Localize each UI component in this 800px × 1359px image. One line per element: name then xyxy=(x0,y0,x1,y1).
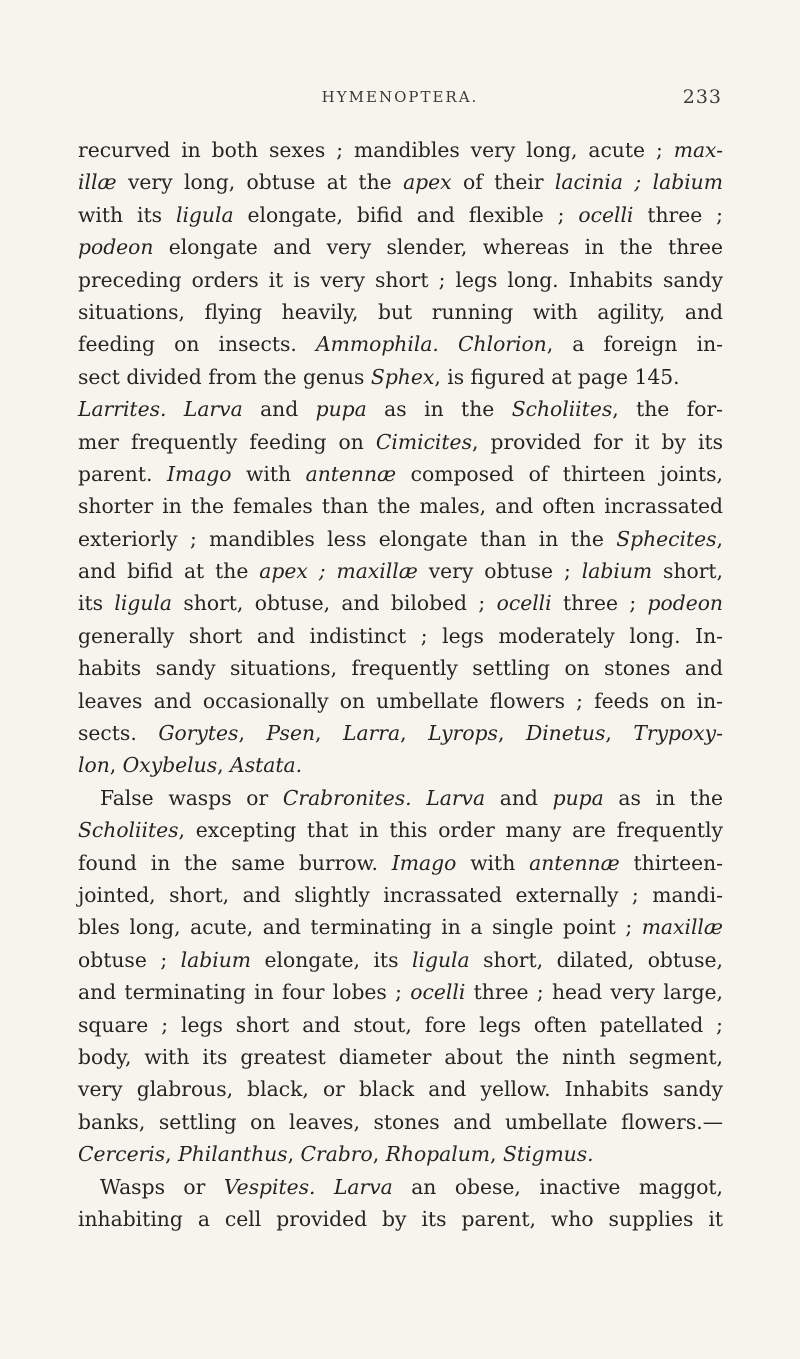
text-run: jointed, short, and slightly incrassated externally ; mandi- xyxy=(78,882,723,907)
text-run: sect divided from the genus xyxy=(78,364,371,389)
text-run: , xyxy=(287,1142,301,1167)
text-line xyxy=(78,523,723,555)
italic-term: ocelli xyxy=(496,591,552,616)
text-run: leaves and occasionally on umbellate flowers ; feeds on in- xyxy=(78,688,723,713)
italic-term: Cimicites xyxy=(375,429,472,454)
text-run: , xyxy=(490,1142,503,1167)
italic-term: maxillæ xyxy=(641,915,723,940)
text-run: , a foreign in- xyxy=(546,332,723,357)
italic-term: Lyrops xyxy=(428,721,498,746)
italic-term: Crabronites. Larva xyxy=(282,785,486,810)
text-line xyxy=(78,1041,723,1073)
text-line xyxy=(78,944,723,976)
text-run: of their xyxy=(451,170,555,195)
text-run: , xyxy=(165,1142,179,1167)
text-line xyxy=(78,782,723,814)
text-run: Wasps or xyxy=(100,1174,224,1199)
italic-term: Vespites. Larva xyxy=(223,1174,393,1199)
italic-term: Trypoxy- xyxy=(633,721,723,746)
italic-term: Cerceris xyxy=(78,1142,166,1167)
italic-term: lacinia ; labium xyxy=(554,170,723,195)
text-line xyxy=(78,328,723,360)
text-line xyxy=(78,1106,723,1138)
text-run: , xyxy=(238,721,267,746)
italic-term: Rhopalum xyxy=(385,1142,491,1167)
italic-term: Philanthus xyxy=(178,1142,288,1167)
italic-term: ligula xyxy=(114,591,173,616)
text-run: , xyxy=(605,721,634,746)
italic-term: pupa xyxy=(315,397,367,422)
text-run: very glabrous, black, or black and yellow. Inhabits sandy xyxy=(78,1077,723,1102)
italic-term: podeon xyxy=(647,591,723,616)
italic-term: Dinetus xyxy=(525,721,606,746)
italic-term: Larra xyxy=(343,721,401,746)
italic-term: antennæ xyxy=(305,461,397,486)
text-line xyxy=(78,717,723,749)
italic-term: labium xyxy=(581,559,653,584)
italic-term: max- xyxy=(673,138,723,162)
text-run: with xyxy=(231,461,306,486)
text-run: and xyxy=(485,785,553,810)
italic-term: podeon xyxy=(78,235,154,260)
italic-term: Crabro xyxy=(300,1142,373,1167)
page-number: 233 xyxy=(682,86,722,108)
text-run: recurved in both sexes ; mandibles very long, acute ; xyxy=(78,138,674,162)
italic-term: Ammophila. Chlorion xyxy=(316,332,547,357)
text-line xyxy=(78,458,723,490)
text-line xyxy=(78,1203,723,1235)
text-run: found in the same burrow. xyxy=(78,850,392,875)
italic-term: apex ; maxillæ xyxy=(259,559,418,584)
italic-term: illæ xyxy=(78,170,117,195)
italic-term: Larrites. Larva xyxy=(78,397,243,422)
italic-term: lon xyxy=(78,753,110,778)
text-run: mer frequently feeding on xyxy=(78,429,376,454)
text-run: its xyxy=(78,591,115,616)
text-line xyxy=(78,749,723,781)
text-run: elongate, its xyxy=(251,947,412,972)
text-run: as in the xyxy=(366,397,512,422)
text-run: three ; xyxy=(551,591,648,616)
text-line xyxy=(78,620,723,652)
text-line xyxy=(78,652,723,684)
text-line xyxy=(78,911,723,943)
italic-term: labium xyxy=(180,947,251,972)
italic-term: Gorytes xyxy=(158,721,239,746)
text-line xyxy=(78,1073,723,1105)
text-run: banks, settling on leaves, stones and umbellate flowers.— xyxy=(78,1109,723,1134)
text-run: and bifid at the xyxy=(78,559,260,584)
italic-term: pupa xyxy=(552,785,604,810)
text-line xyxy=(78,847,723,879)
text-run: , provided for it by its xyxy=(471,429,724,454)
italic-term: apex xyxy=(403,170,452,195)
text-line xyxy=(78,976,723,1008)
italic-term: Sphex xyxy=(370,364,435,389)
text-run: , xyxy=(497,721,526,746)
text-run: inhabiting a cell provided by its parent, who supplies it xyxy=(78,1206,723,1231)
text-run: generally short and indistinct ; legs moderately long. In- xyxy=(78,623,723,648)
text-line xyxy=(78,134,723,166)
body-text xyxy=(78,134,723,1235)
text-line xyxy=(78,685,723,717)
text-run: situations, flying heavily, but running with agility, and xyxy=(78,299,723,324)
text-line xyxy=(78,587,723,619)
text-run: square ; legs short and stout, fore legs often patellated ; xyxy=(78,1012,723,1037)
italic-term: Sphecites xyxy=(616,526,717,551)
text-line xyxy=(78,490,723,522)
text-line xyxy=(78,393,723,425)
italic-term: Scholiites xyxy=(511,397,613,422)
text-line xyxy=(78,296,723,328)
text-line xyxy=(78,199,723,231)
text-run: , xyxy=(217,753,231,778)
text-run: as in the xyxy=(603,785,724,810)
running-head: HYMENOPTERA. xyxy=(321,88,479,106)
text-run: and xyxy=(242,397,316,422)
italic-term: antennæ xyxy=(529,850,620,875)
text-run: with its xyxy=(78,202,176,227)
text-run: obtuse ; xyxy=(78,947,181,972)
text-run: , xyxy=(716,526,723,551)
page-header xyxy=(0,88,800,118)
italic-term: Imago xyxy=(391,850,457,875)
text-run: preceding orders it is very short ; legs long. Inhabits sandy xyxy=(78,267,723,292)
italic-term: Scholiites xyxy=(78,818,179,843)
italic-term: ligula xyxy=(175,202,234,227)
text-line xyxy=(78,264,723,296)
text-line xyxy=(78,426,723,458)
text-run: , xyxy=(372,1142,386,1167)
italic-term: Oxybelus xyxy=(122,753,218,778)
text-run: composed of thirteen joints, xyxy=(396,461,723,486)
text-line xyxy=(78,1138,723,1170)
text-line xyxy=(78,1171,723,1203)
text-run: and terminating in four lobes ; xyxy=(78,980,411,1005)
text-run: sects. xyxy=(78,721,159,746)
italic-term: Imago xyxy=(166,461,232,486)
text-run: feeding on insects. xyxy=(78,332,316,357)
text-run: body, with its greatest diameter about the ninth segment, xyxy=(78,1044,723,1069)
italic-term: ocelli xyxy=(578,202,634,227)
text-run: with xyxy=(456,850,530,875)
text-run: thirteen- xyxy=(619,850,723,875)
italic-term: Psen xyxy=(266,721,316,746)
text-line xyxy=(78,361,723,393)
text-run: False wasps or xyxy=(100,785,283,810)
text-line xyxy=(78,555,723,587)
text-line xyxy=(78,814,723,846)
text-run: , xyxy=(315,721,344,746)
italic-term: Astata. xyxy=(230,753,303,778)
text-line xyxy=(78,879,723,911)
text-run: , xyxy=(400,721,429,746)
text-run: exteriorly ; mandibles less elongate than in the xyxy=(78,526,617,551)
text-run: very obtuse ; xyxy=(417,559,582,584)
text-run: short, dilated, obtuse, xyxy=(469,947,723,972)
text-run: an obese, inactive maggot, xyxy=(392,1174,723,1199)
text-line xyxy=(78,231,723,263)
text-run: elongate, bifid and flexible ; xyxy=(233,202,579,227)
text-run: three ; xyxy=(633,202,724,227)
text-run: short, obtuse, and bilobed ; xyxy=(172,591,497,616)
text-run: , is figured at page 145. xyxy=(434,364,680,389)
text-run: very long, obtuse at the xyxy=(116,170,404,195)
text-run: bles long, acute, and terminating in a single point ; xyxy=(78,915,642,940)
text-run: shorter in the females than the males, and often incrassated xyxy=(78,494,723,519)
text-run: , excepting that in this order many are frequently xyxy=(178,818,723,843)
text-run: , the for- xyxy=(612,397,723,422)
text-line xyxy=(78,1009,723,1041)
text-run: elongate and very slender, whereas in the three xyxy=(153,235,723,260)
text-line xyxy=(78,166,723,198)
text-run: parent. xyxy=(78,461,167,486)
text-run: three ; head very large, xyxy=(465,980,724,1005)
text-run: short, xyxy=(652,559,724,584)
italic-term: ocelli xyxy=(410,980,466,1005)
italic-term: ligula xyxy=(412,947,470,972)
italic-term: Stigmus. xyxy=(502,1142,594,1167)
text-run: habits sandy situations, frequently settling on stones and xyxy=(78,656,723,681)
text-run: , xyxy=(109,753,123,778)
